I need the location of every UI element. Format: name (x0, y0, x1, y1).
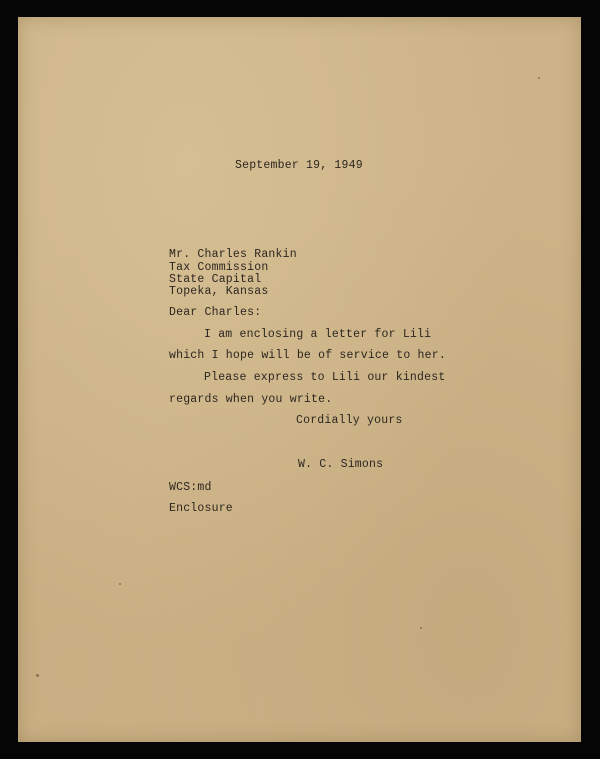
typist-initials: WCS:md (169, 481, 212, 494)
paper-speck (119, 583, 121, 585)
paper-speck (538, 77, 540, 79)
signature-name: W. C. Simons (298, 458, 384, 471)
enclosure-note: Enclosure (169, 502, 233, 515)
paper-speck (420, 627, 422, 629)
recipient-city: Topeka, Kansas (169, 285, 269, 298)
closing: Cordially yours (296, 414, 403, 427)
body-line: which I hope will be of service to her. (169, 349, 446, 362)
body-line: Please express to Lili our kindest (204, 371, 446, 384)
recipient-organization: Tax Commission (169, 261, 269, 274)
body-line: regards when you write. (169, 393, 333, 406)
paper-speck (36, 674, 39, 677)
letter-date: September 19, 1949 (235, 159, 363, 172)
recipient-name: Mr. Charles Rankin (169, 248, 297, 261)
salutation: Dear Charles: (169, 306, 262, 319)
body-line: I am enclosing a letter for Lili (204, 328, 432, 341)
letter-page (18, 17, 581, 742)
recipient-address-line: State Capital (169, 273, 262, 286)
